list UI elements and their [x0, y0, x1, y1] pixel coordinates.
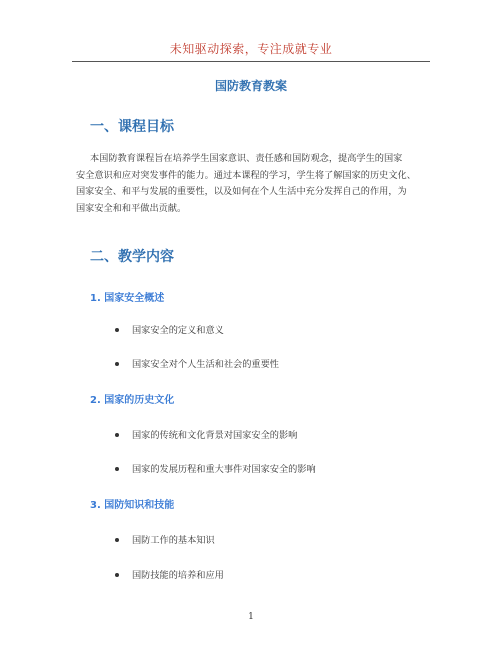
- page-number: 1: [248, 612, 254, 622]
- list-item: [115, 532, 215, 546]
- list-item: [115, 567, 224, 581]
- bullet-icon: [115, 362, 119, 366]
- paragraph-line: 国家安全、和平与发展的重要性，以及如何在个人生活中充分发挥自己的作用，为: [76, 186, 407, 197]
- page-header: 未知驱动探索，专注成就专业: [169, 42, 333, 56]
- list-item-text: 国家的发展历程和重大事件对国家安全的影响: [132, 464, 316, 475]
- header-divider: [72, 61, 430, 62]
- list-item-text: 国防技能的培养和应用: [132, 570, 224, 581]
- list-item-text: 国家安全对个人生活和社会的重要性: [132, 359, 279, 370]
- bullet-icon: [115, 538, 119, 542]
- paragraph-line: 安全意识和应对突发事件的能力。通过本课程的学习，学生将了解国家的历史文化、: [76, 169, 416, 181]
- list-item: [115, 461, 316, 475]
- list-item-text: 国家的传统和文化背景对国家安全的影响: [132, 430, 298, 441]
- paragraph-line: 国家安全和和平做出贡献。: [76, 202, 187, 214]
- list-item-text: 国家安全的定义和意义: [132, 325, 224, 336]
- section-paragraph-goals: [76, 151, 434, 217]
- bullet-icon: [115, 328, 119, 332]
- list-item-text: 国防工作的基本知识: [132, 535, 215, 546]
- bullet-icon: [115, 433, 119, 437]
- subsection-heading-security-overview: 1. 国家安全概述: [90, 293, 165, 304]
- bullet-icon: [115, 467, 119, 471]
- section-heading-content: 二、教学内容: [90, 249, 174, 265]
- list-item: [115, 356, 279, 370]
- section-heading-goals: 一、课程目标: [90, 119, 174, 135]
- subsection-heading-history-culture: 2. 国家的历史文化: [90, 395, 175, 406]
- document-title: 国防教育教案: [214, 79, 287, 93]
- list-item: [115, 427, 297, 441]
- bullet-icon: [115, 573, 119, 577]
- list-item: [115, 322, 224, 336]
- subsection-heading-defense-knowledge: 3. 国防知识和技能: [90, 500, 175, 511]
- paragraph-line: 本国防教育课程旨在培养学生国家意识、责任感和国防观念，提高学生的国家: [90, 153, 403, 164]
